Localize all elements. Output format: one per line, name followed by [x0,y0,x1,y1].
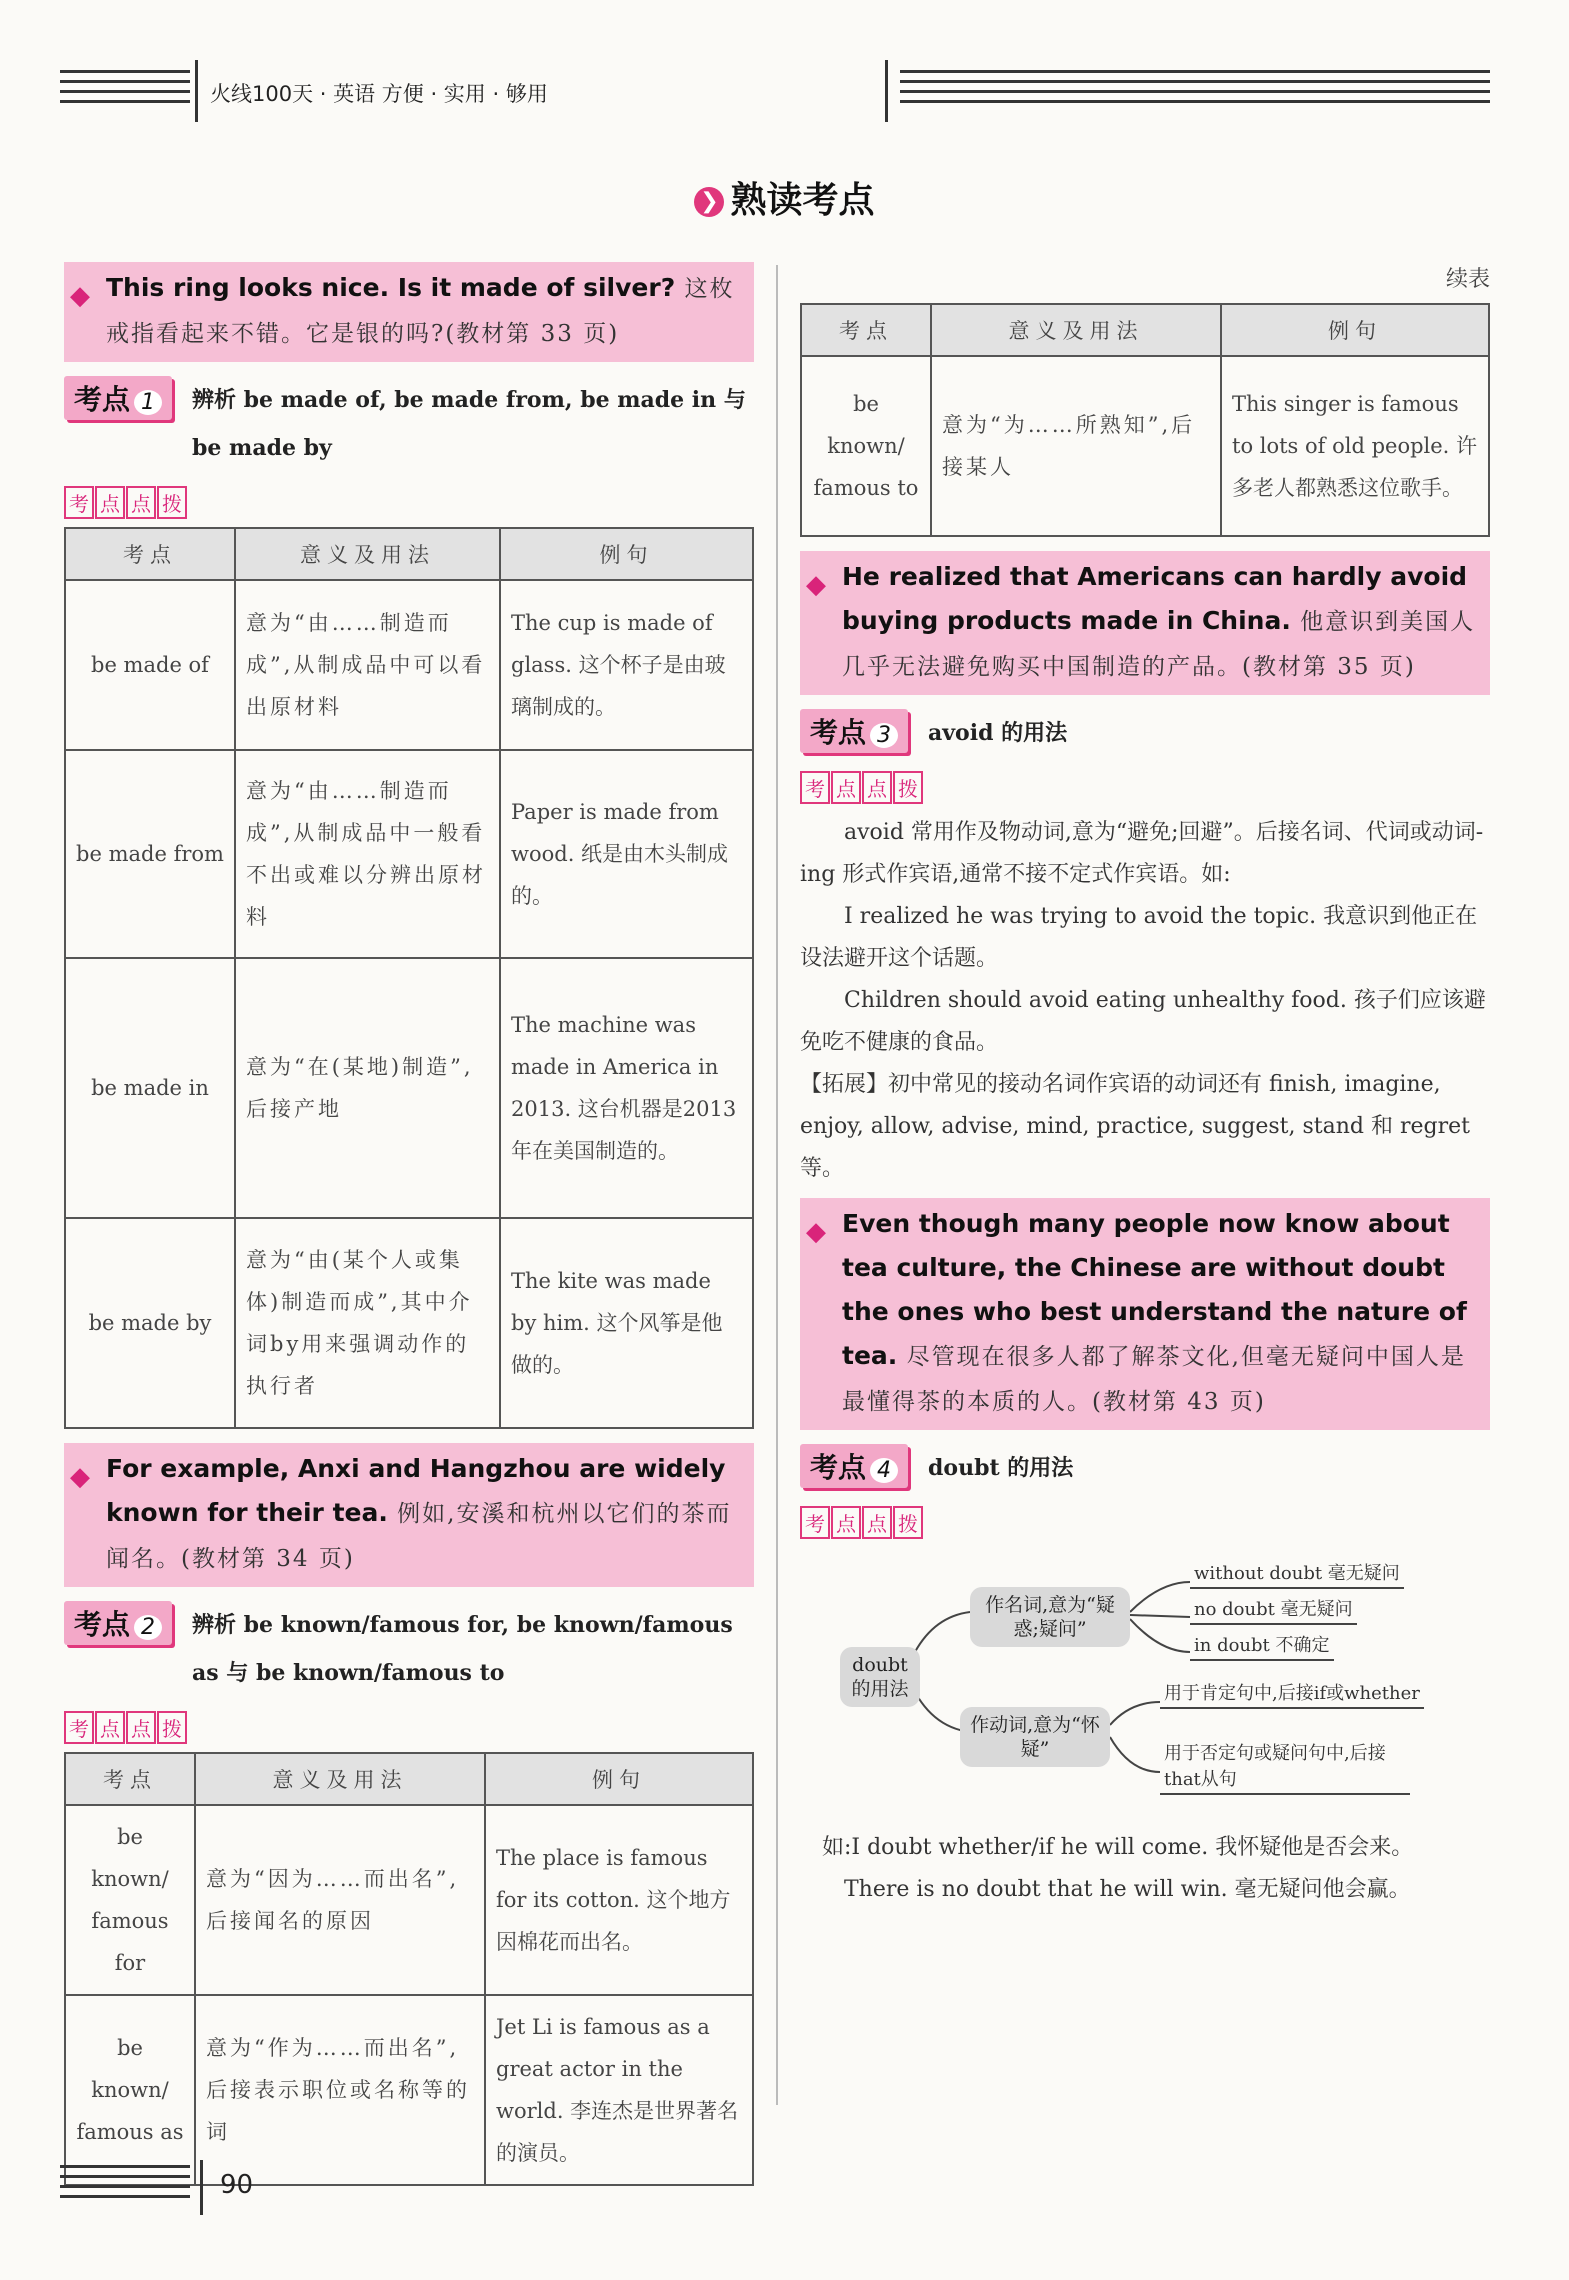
kaodian-diandian-label: 考 点 点 拨 [64,1711,188,1744]
highlight-sentence-1 [64,262,754,362]
kaodian-title: doubt 的用法 [928,1455,1074,1481]
kaodian-title: avoid 的用法 [928,720,1068,746]
table-header: 意义及用法 [195,1753,485,1805]
table-header: 考点 [801,304,931,356]
table-known [64,1752,754,2186]
example-cell: The place is famous for its cotton. 这个地方因棉花而出名。 [485,1805,753,1995]
term-cell: be made from [65,750,235,958]
example-cell: This singer is famous to lots of old people. 许多老人都熟悉这位歌手。 [1221,356,1489,536]
tag-icon: ◆ [806,1217,826,1247]
table-header: 例句 [500,528,753,580]
kaodian-diandian-label: 考 点 点 拨 [800,1506,924,1539]
sentence-zh: 他意识到美国人几乎无法避免购买中国制造的产品。(教材第 35 页) [842,609,1476,680]
page-number: 90 [220,2170,254,2200]
kaodian-3 [800,709,1490,757]
header-title: 火线100天 · 英语 方便 · 实用 · 够用 [210,82,548,106]
term-cell: be made of [65,580,235,750]
doubt-example: There is no doubt that he will win. 毫无疑问他会赢。 [844,1877,1411,1902]
kaodian-diandian-label: 考 点 点 拨 [800,771,924,804]
table-row [65,958,753,1218]
term-cell: be known/ famous to [801,356,931,536]
avoid-example: I realized he was trying to avoid the topic. 我意识到他正在设法避开这个话题。 [800,904,1478,971]
table-row [65,1218,753,1428]
mindmap-leaf: in doubt 不确定 [1190,1631,1334,1661]
highlight-sentence-3 [800,551,1490,695]
footer-separator [200,2160,203,2215]
header-separator-right [885,60,888,122]
mindmap-leaf: no doubt 毫无疑问 [1190,1595,1357,1625]
sentence-en: For example, Anxi and Hangzhou are widely known for their tea. [106,1454,726,1527]
kaodian-2 [64,1601,754,1697]
kaodian-badge: 考点 3 [800,709,908,753]
kaodian-title: 辨析 be made of, be made from, be made in 与 be made by [192,387,746,461]
mindmap-leaf: 用于肯定句中,后接if或whether [1160,1679,1424,1709]
usage-cell: 意为“由……制造而成”,从制成品中可以看出原材料 [235,580,500,750]
table-row [801,356,1489,536]
mindmap-root: doubt 的用法 [840,1647,920,1707]
term-cell: be known/ famous for [65,1805,195,1995]
page-header [60,60,1490,130]
usage-cell: 意为“作为……而出名”,后接表示职位或名称等的词 [195,1995,485,2185]
header-rule-right [900,70,1490,118]
kaodian-diandian-label: 考 点 点 拨 [64,486,188,519]
table-made [64,527,754,1429]
term-cell: be made by [65,1218,235,1428]
kaodian-title: 辨析 be known/famous for, be known/famous as 与 be known/famous to [192,1612,733,1686]
tag-icon: ◆ [70,1462,90,1492]
column-divider [776,265,778,2105]
mindmap-verb-node: 作动词,意为“怀疑” [960,1707,1110,1767]
table-header: 考点 [65,528,235,580]
table-row [65,750,753,958]
example-cell: Jet Li is famous as a great actor in the world. 李连杰是世界著名的演员。 [485,1995,753,2185]
sentence-zh: 例如,安溪和杭州以它们的茶而闻名。(教材第 34 页) [106,1501,732,1572]
footer-rule [60,2165,190,2205]
page-footer [60,2160,360,2220]
tag-icon: ◆ [70,281,90,311]
sentence-zh: 尽管现在很多人都了解茶文化,但毫无疑问中国人是最懂得茶的本质的人。(教材第 43 页) [842,1344,1466,1415]
table-row [65,1805,753,1995]
sentence-zh: 这枚戒指看起来不错。它是银的吗?(教材第 33 页) [106,276,735,347]
sentence-en: Even though many people now know about tea culture, the Chinese are without doubt the ones who best understand the nature of tea. [842,1209,1467,1370]
table-header: 考点 [65,1753,195,1805]
example-cell: The kite was made by him. 这个风筝是他做的。 [500,1218,753,1428]
term-cell: be made in [65,958,235,1218]
usage-cell: 意为“由……制造而成”,从制成品中一般看不出或难以分辨出原材料 [235,750,500,958]
mindmap-leaf: without doubt 毫无疑问 [1190,1559,1404,1589]
table-row [65,580,753,750]
example-cell: The machine was made in America in 2013. 这台机器是2013年在美国制造的。 [500,958,753,1218]
mindmap-noun-node: 作名词,意为“疑惑;疑问” [970,1587,1130,1647]
avoid-explanation: avoid 常用作及物动词,意为“避免;回避”。后接名词、代词或动词-ing 形式作宾语,通常不接不定式作宾语。如: [800,820,1484,887]
table-known-to [800,303,1490,537]
sentence-en: He realized that Americans can hardly avoid buying products made in China. [842,562,1468,635]
table-header: 意义及用法 [931,304,1221,356]
usage-cell: 意为“因为……而出名”,后接闻名的原因 [195,1805,485,1995]
mindmap-leaf: 用于否定句或疑问句中,后接that从句 [1160,1739,1410,1795]
table-header: 例句 [485,1753,753,1805]
table-row [65,1995,753,2185]
header-rule-left [60,70,190,118]
left-column [64,262,754,2186]
highlight-sentence-4 [800,1198,1490,1430]
kaodian-badge: 考点 1 [64,376,172,420]
table-header: 例句 [1221,304,1489,356]
kaodian-4 [800,1444,1490,1492]
term-cell: be known/ famous as [65,1995,195,2185]
doubt-example: 如:I doubt whether/if he will come. 我怀疑他是否会来。 [822,1835,1414,1860]
example-cell: Paper is made from wood. 纸是由木头制成的。 [500,750,753,958]
kaodian-badge: 考点 4 [800,1444,908,1488]
sentence-en: This ring looks nice. Is it made of silver? [106,273,676,302]
arrow-icon: ❯ [694,187,724,217]
header-separator [195,60,198,122]
avoid-example: Children should avoid eating unhealthy food. 孩子们应该避免吃不健康的食品。 [800,988,1486,1055]
table-header: 意义及用法 [235,528,500,580]
example-cell: The cup is made of glass. 这个杯子是由玻璃制成的。 [500,580,753,750]
extension-note: 【拓展】初中常见的接动名词作宾语的动词还有 finish, imagine, enjoy, allow, advise, mind, practice, suggest, stand 和 regret 等。 [800,1072,1470,1181]
usage-cell: 意为“为……所熟知”,后接某人 [931,356,1221,536]
right-column [800,262,1490,1911]
kaodian-1 [64,376,754,472]
tag-icon: ◆ [806,570,826,600]
doubt-mindmap [800,1557,1490,1827]
usage-cell: 意为“由(某个人或集体)制造而成”,其中介词by用来强调动作的执行者 [235,1218,500,1428]
continued-label: 续表 [1445,267,1490,292]
section-title: ❯ 熟读考点 [0,172,1569,223]
usage-cell: 意为“在(某地)制造”,后接产地 [235,958,500,1218]
highlight-sentence-2 [64,1443,754,1587]
kaodian-badge: 考点 2 [64,1601,172,1645]
